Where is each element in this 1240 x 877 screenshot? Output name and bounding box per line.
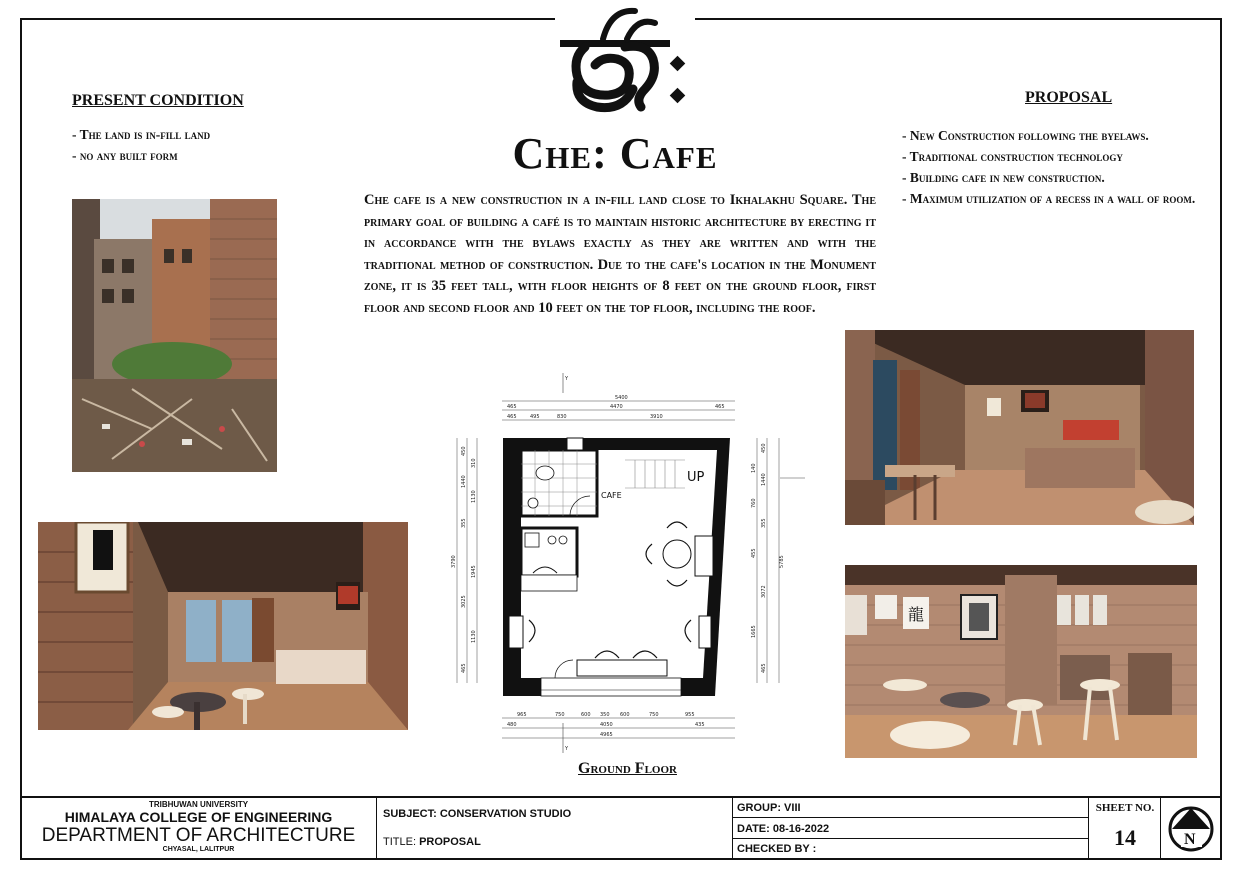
dim-left-seg: 465 — [461, 663, 467, 673]
dim-top-seg: 830 — [557, 414, 567, 420]
title-label — [383, 836, 481, 848]
dim-left-overall: 3790 — [451, 555, 457, 568]
dim-top-seg: 495 — [530, 414, 540, 420]
dim-bottom-seg: 350 — [600, 712, 610, 718]
dim-left-seg: 1440 — [461, 475, 467, 488]
north-arrow — [1161, 798, 1222, 860]
proposal-heading: PROPOSAL — [1025, 89, 1113, 106]
list-item: - New Construction following the byelaws. — [902, 128, 1149, 143]
group-cell — [733, 798, 1089, 860]
dim-bottom-seg: 750 — [555, 712, 565, 718]
dim-bottom-seg: 600 — [620, 712, 630, 718]
north-arrow-icon — [1161, 798, 1222, 860]
dim-right-seg: 1440 — [761, 473, 767, 486]
dim-top-left: 465 — [507, 404, 517, 410]
present-condition-list — [72, 124, 332, 166]
list-item: - Building cafe in new construction. — [902, 170, 1105, 185]
dim-bottom-seg: 955 — [685, 712, 695, 718]
institution-cell — [20, 798, 377, 860]
dim-top-seg: 465 — [507, 414, 517, 420]
dim-left-seg: 1130 — [471, 630, 477, 643]
title-block — [20, 796, 1222, 860]
dim-right-seg: 1665 — [751, 625, 757, 638]
project-description: Che cafe is a new construction in a in-fill land close to Ikhalakhu Square. The primary goal of building a café is to maintain historic architecture by erecting it in accordance with the bylaws exactly as they are written and with the traditional method of construction. Due to the cafe's location in the Monument zone, it is 35 feet tall, with floor heights of 8 feet on the ground floor, first floor and second floor and 10 feet on the top floor, including the roof. — [364, 192, 876, 316]
interior-render-counter — [845, 330, 1194, 525]
dim-right-seg: 3072 — [761, 585, 767, 598]
dim-top-inner: 4470 — [610, 404, 623, 410]
page-title: Che: Cafe — [512, 129, 718, 178]
svg-text:龍: 龍 — [908, 605, 925, 624]
sheet-cell — [1089, 798, 1161, 860]
dim-bottom-seg: 750 — [649, 712, 659, 718]
list-item: - Maximum utilization of a recess in a wall of room. — [902, 191, 1196, 206]
list-item: - no any built form — [72, 148, 178, 163]
dim-right-seg: 140 — [751, 463, 757, 473]
stair-label: UP — [687, 470, 705, 485]
dim-left-seg: 3025 — [461, 595, 467, 608]
dim-right-seg: 450 — [761, 443, 767, 453]
proposal-list — [902, 125, 1212, 209]
group-label: GROUP: VIII — [737, 802, 801, 814]
dim-bottom-seg: 600 — [581, 712, 591, 718]
university-name: TRIBHUWAN UNIVERSITY — [148, 800, 249, 809]
logo-glyph-icon — [555, 2, 695, 122]
college-location: CHYASAL, LALITPUR — [162, 846, 235, 853]
dim-right-overall: 5785 — [779, 555, 785, 568]
svg-text:Y: Y — [565, 746, 569, 752]
list-item: - The land is in-fill land — [72, 127, 211, 142]
sheet-number: 14 — [1114, 825, 1136, 850]
dim-left-seg: 355 — [461, 518, 467, 528]
subject-cell — [377, 798, 733, 860]
dim-right-seg: 355 — [761, 518, 767, 528]
sheet-label: SHEET NO. — [1095, 802, 1155, 814]
dim-left-seg: 1945 — [471, 565, 477, 578]
floor-plan-drawing — [445, 368, 815, 758]
dim-left-seg: 450 — [461, 446, 467, 456]
site-photo — [72, 199, 277, 472]
dim-left-seg: 310 — [471, 458, 477, 468]
svg-text:Y: Y — [565, 376, 569, 382]
room-label-cafe: CAFE — [601, 491, 622, 500]
logo — [555, 2, 695, 122]
college-name: HIMALAYA COLLEGE OF ENGINEERING — [64, 809, 333, 825]
dim-left-seg: 1130 — [471, 490, 477, 503]
checked-by-label: CHECKED BY : — [737, 843, 817, 855]
plan-caption: Ground Floor — [578, 760, 677, 777]
dim-right-seg: 760 — [751, 498, 757, 508]
dim-right-seg: 455 — [751, 548, 757, 558]
dim-bottom-overall: 4965 — [600, 732, 613, 738]
dim-bottom-seg: 4050 — [600, 722, 613, 728]
dim-top-seg: 3910 — [650, 414, 663, 420]
present-condition-heading: PRESENT CONDITION — [72, 92, 244, 109]
dim-bottom-seg: 965 — [517, 712, 527, 718]
title-value: PROPOSAL — [419, 836, 481, 848]
dim-top-right: 465 — [715, 404, 725, 410]
interior-render-seating — [845, 565, 1197, 758]
interior-render-entrance — [38, 522, 408, 730]
ground-floor-plan — [445, 368, 815, 758]
dim-bottom-seg: 435 — [695, 722, 705, 728]
date-label: DATE: 08-16-2022 — [737, 823, 830, 835]
dim-top-overall: 5400 — [615, 395, 628, 401]
department-name: DEPARTMENT OF ARCHITECTURE — [41, 825, 356, 846]
north-label: N — [1184, 831, 1196, 848]
subject-label: SUBJECT: CONSERVATION STUDIO — [383, 808, 572, 820]
dim-right-seg: 465 — [761, 663, 767, 673]
list-item: - Traditional construction technology — [902, 149, 1123, 164]
title-label-text: TITLE: — [383, 836, 417, 848]
dim-bottom-seg: 480 — [507, 722, 517, 728]
